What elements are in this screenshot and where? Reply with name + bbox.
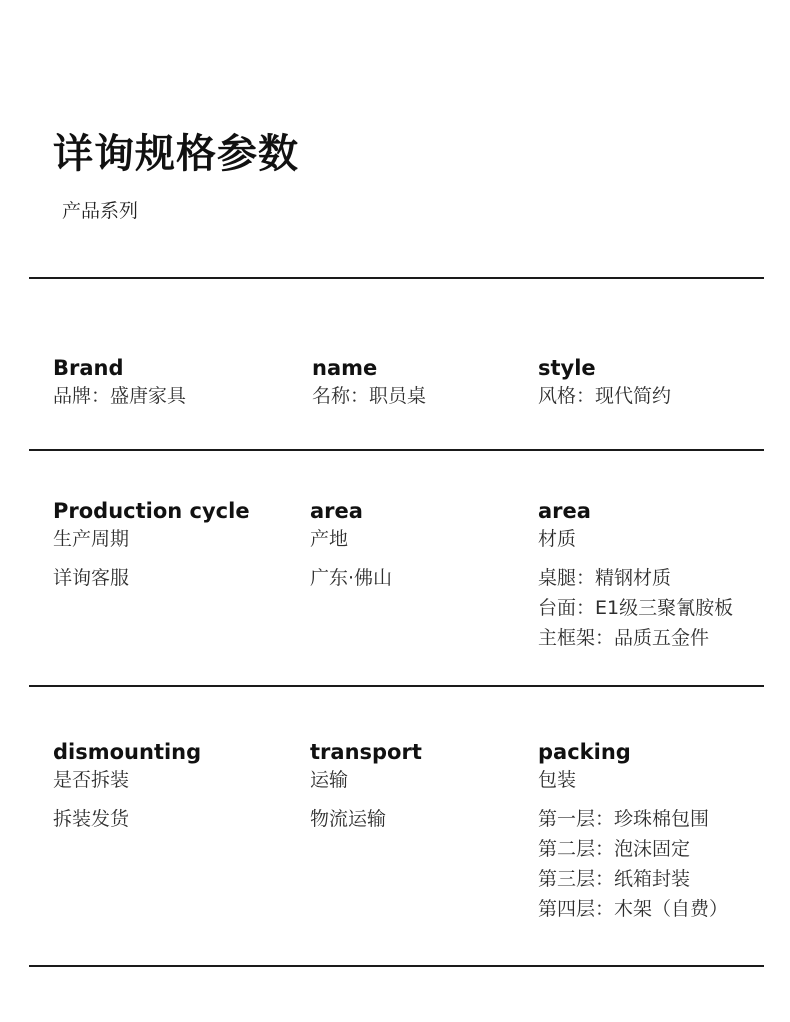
divider-row-1: [29, 449, 764, 451]
spec-heading: name: [312, 356, 378, 380]
spec-packing: [538, 738, 728, 924]
spec-dismounting: [53, 738, 201, 834]
spec-detail: 第三层：纸箱封装: [538, 868, 691, 890]
spec-detail: 桌腿：精钢材质: [538, 567, 672, 589]
spec-heading: style: [538, 356, 596, 380]
spec-transport: [310, 738, 422, 834]
spec-subheading: 包装: [538, 769, 577, 791]
spec-detail: 第二层：泡沫固定: [538, 838, 691, 860]
spec-subheading: 生产周期: [53, 528, 130, 550]
spec-subheading: 风格：现代简约: [538, 385, 672, 407]
spec-heading: transport: [310, 740, 422, 764]
spec-material: [538, 497, 733, 653]
spec-subheading: 名称：职员桌: [312, 385, 427, 407]
spec-detail: 拆装发货: [53, 808, 130, 830]
spec-detail: 第四层：木架（自费）: [538, 898, 729, 920]
spec-subheading: 材质: [538, 528, 577, 550]
spec-subheading: 是否拆装: [53, 769, 130, 791]
divider-bottom: [29, 965, 764, 967]
divider-row-2: [29, 685, 764, 687]
spec-style: [538, 354, 671, 410]
spec-detail: 第一层：珍珠棉包围: [538, 808, 710, 830]
spec-heading: Brand: [53, 356, 124, 380]
spec-brand: [53, 354, 186, 410]
spec-detail: 主框架：品质五金件: [538, 627, 710, 649]
spec-subheading: 产地: [310, 528, 349, 550]
spec-name: [312, 354, 426, 410]
spec-detail: 广东·佛山: [310, 567, 393, 589]
spec-subheading: 运输: [310, 769, 349, 791]
spec-production-cycle: [53, 497, 250, 593]
spec-heading: packing: [538, 740, 631, 764]
page-title: 详询规格参数: [53, 131, 299, 177]
spec-heading: Production cycle: [53, 499, 250, 523]
spec-detail: 详询客服: [53, 567, 130, 589]
spec-heading: dismounting: [53, 740, 202, 764]
spec-subheading: 品牌：盛唐家具: [53, 385, 187, 407]
spec-detail: 台面：E1级三聚氰胺板: [538, 597, 734, 619]
spec-heading: area: [538, 499, 591, 523]
spec-detail: 物流运输: [310, 808, 387, 830]
spec-heading: area: [310, 499, 363, 523]
page-subtitle: 产品系列: [62, 200, 139, 222]
spec-origin: [310, 497, 392, 593]
divider-top: [29, 277, 764, 279]
